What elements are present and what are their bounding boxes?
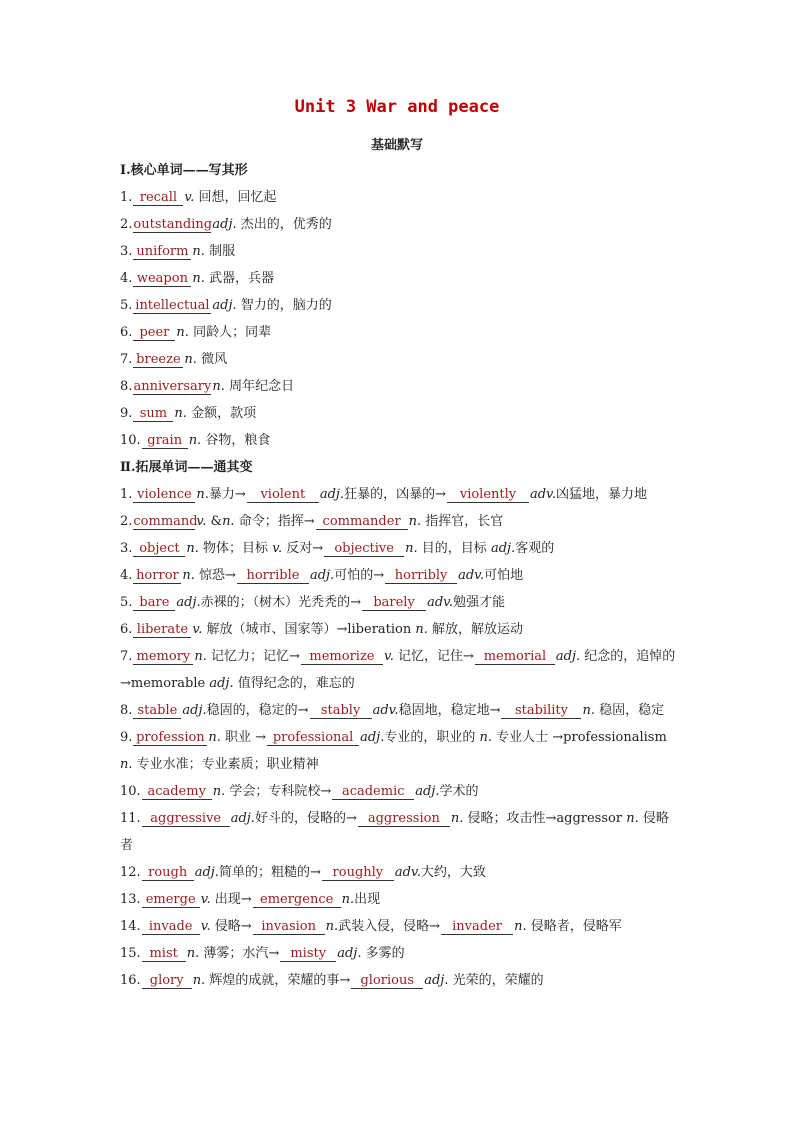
vocab-item (120, 211, 680, 238)
answer-blank[interactable]: academic (332, 784, 414, 800)
part-of-speech: n. (341, 892, 355, 907)
part-of-speech: n. (479, 730, 492, 745)
part-of-speech: adj. (309, 568, 335, 583)
derivation-item (120, 535, 680, 562)
part-of-speech: n. (222, 514, 235, 529)
vocab-item (120, 319, 680, 346)
text-segment: 命令；指挥→ (234, 514, 315, 529)
item-number: 13. (120, 892, 141, 907)
answer-blank[interactable]: horribly (385, 568, 457, 584)
vocab-item (120, 184, 680, 211)
answer-blank[interactable]: object (133, 541, 185, 557)
text-segment: 学术的 (439, 784, 479, 799)
text-segment: 专业水准；专业素质；职业精神 (132, 757, 319, 772)
part-of-speech: adj. (555, 649, 581, 664)
definition: 回想，回忆起 (198, 190, 277, 205)
answer-blank[interactable]: weapon (133, 271, 191, 287)
part-of-speech: n. (212, 784, 226, 799)
item-number: 16. (120, 973, 141, 988)
text-segment: 解放，解放运动 (427, 622, 524, 637)
derivation-item (120, 859, 680, 886)
part-of-speech: adj. (230, 811, 255, 826)
item-number: 15. (120, 946, 141, 961)
part-of-speech: v. (192, 622, 203, 637)
item-number: 7. (120, 352, 133, 367)
text-segment: 记忆，记住→ (393, 649, 474, 664)
answer-blank[interactable]: memory (133, 649, 193, 665)
text-segment: 出现 (354, 892, 381, 907)
answer-blank[interactable]: recall (133, 190, 183, 206)
text-segment: 多雾的 (361, 946, 405, 961)
vocab-item (120, 373, 680, 400)
item-number: 3. (120, 244, 133, 259)
section-2-list (120, 481, 680, 994)
part-of-speech: adj. (212, 217, 237, 232)
part-of-speech: adv. (458, 568, 485, 583)
text-segment: 侵略→ (210, 919, 252, 934)
part-of-speech: n. (174, 406, 187, 421)
answer-blank[interactable]: uniform (133, 244, 191, 260)
answer-blank[interactable]: aggressive (142, 811, 230, 827)
part-of-speech: adv. (529, 487, 556, 502)
text-segment: 解放（城市、国家等）→liberation (202, 622, 416, 637)
vocab-item (120, 265, 680, 292)
text-segment: 指挥官，长官 (421, 514, 504, 529)
text-segment: 纪念的，追悼的→memorable (120, 649, 676, 691)
part-of-speech: adj. (415, 784, 440, 799)
item-number: 2. (120, 514, 133, 529)
answer-blank[interactable]: roughly (322, 865, 394, 881)
part-of-speech: adj. (182, 703, 207, 718)
text-segment: 稳固的，稳定的→ (206, 703, 309, 718)
vocab-item (120, 292, 680, 319)
item-number: 1. (120, 487, 133, 502)
text-segment: 稳固，稳定 (595, 703, 665, 718)
answer-blank[interactable]: stability (501, 703, 581, 719)
derivation-item (120, 643, 680, 697)
text-segment: 狂暴的，凶暴的→ (344, 487, 446, 502)
part-of-speech: n. (120, 757, 133, 772)
answer-blank[interactable]: emergence (253, 892, 341, 908)
part-of-speech: v. (184, 190, 195, 205)
answer-blank[interactable]: academy (142, 784, 212, 800)
text-segment: 职业 → (220, 730, 267, 745)
page-subtitle: 基础默写 (370, 138, 423, 153)
definition: 金额，款项 (191, 406, 257, 421)
text-segment: 武装入侵，侵略→ (338, 919, 441, 934)
derivation-item (120, 562, 680, 589)
part-of-speech: n. (186, 946, 200, 961)
part-of-speech: v. (200, 919, 211, 934)
answer-blank[interactable]: intellectual (135, 298, 210, 313)
answer-blank[interactable]: command (133, 514, 198, 529)
part-of-speech: adj. (319, 487, 345, 502)
item-number: 8. (120, 379, 133, 394)
answer-blank[interactable]: violence (133, 487, 195, 503)
answer-blank[interactable]: stably (310, 703, 372, 719)
part-of-speech: n. (212, 379, 225, 394)
part-of-speech: n. (582, 703, 595, 718)
part-of-speech: n. (184, 352, 197, 367)
text-segment: 侵略者，侵略军 (526, 919, 622, 934)
derivation-item (120, 940, 680, 967)
answer-blank[interactable]: violently (447, 487, 529, 503)
answer-blank[interactable]: memorize (301, 649, 383, 665)
part-of-speech: n. (176, 325, 189, 340)
answer-blank[interactable]: emerge (142, 892, 200, 908)
item-number: 12. (120, 865, 141, 880)
part-of-speech: adj. (337, 946, 362, 961)
text-segment: 物体；目标 (198, 541, 273, 556)
text-segment: 好斗的，侵略的→ (254, 811, 357, 826)
text-segment: 专业人士 →professionalism (492, 730, 667, 745)
answer-blank[interactable]: commander (316, 514, 408, 530)
part-of-speech: v. (383, 649, 394, 664)
derivation-item (120, 616, 680, 643)
item-number: 4. (120, 568, 133, 583)
definition: 周年纪念日 (229, 379, 295, 394)
part-of-speech: n. (192, 271, 205, 286)
definition: 制服 (209, 244, 236, 259)
derivation-item (120, 886, 680, 913)
item-number: 10. (120, 433, 141, 448)
derivation-item (120, 724, 680, 778)
section-1-list (120, 184, 680, 454)
answer-blank[interactable]: breeze (133, 352, 183, 368)
derivation-item (120, 967, 680, 994)
vocab-item (120, 346, 680, 373)
part-of-speech: adv. (372, 703, 399, 718)
part-of-speech: v. (196, 514, 207, 529)
section-2-heading: Ⅱ.拓展单词——通其变 (120, 460, 253, 475)
part-of-speech: n. (194, 649, 207, 664)
answer-blank[interactable]: objective (324, 541, 404, 557)
text-segment: 可怕地 (484, 568, 524, 583)
page-title: Unit 3 War and peace (294, 97, 500, 117)
answer-blank[interactable]: glory (142, 973, 192, 989)
text-segment: 反对→ (282, 541, 324, 556)
part-of-speech: n. (186, 541, 199, 556)
part-of-speech: v. (272, 541, 283, 556)
item-number: 4. (120, 271, 133, 286)
part-of-speech: adv. (394, 865, 421, 880)
item-number: 11. (120, 811, 141, 826)
answer-blank[interactable]: outstanding (133, 217, 213, 232)
answer-blank[interactable]: invader (441, 919, 513, 935)
text-segment: 侵略；攻击性→aggressor (463, 811, 627, 826)
answer-blank[interactable]: stable (133, 703, 181, 719)
item-number: 9. (120, 730, 133, 745)
text-segment: 可怕的→ (334, 568, 385, 583)
answer-blank[interactable]: memorial (475, 649, 555, 665)
answer-blank[interactable]: invade (142, 919, 200, 935)
answer-blank[interactable]: grain (142, 433, 188, 449)
text-segment: 赤裸的；（树木）光秃秃的→ (200, 595, 362, 610)
text-segment: 学会；专科院校→ (225, 784, 332, 799)
part-of-speech: n. (188, 433, 202, 448)
definition: 智力的，脑力的 (240, 298, 332, 313)
item-number: 5. (120, 298, 133, 313)
part-of-speech: n. (182, 568, 195, 583)
answer-blank[interactable]: anniversary (133, 379, 212, 394)
text-segment: 光荣的，荣耀的 (448, 973, 544, 988)
worksheet-content (120, 157, 680, 994)
part-of-speech: n. (408, 514, 422, 529)
section-1-heading: Ⅰ.核心单词——写其形 (120, 163, 248, 178)
item-number: 14. (120, 919, 141, 934)
answer-blank[interactable]: aggression (358, 811, 450, 827)
text-segment: 稳固地，稳定地→ (398, 703, 501, 718)
part-of-speech: n. (196, 487, 209, 502)
item-number: 7. (120, 649, 133, 664)
item-number: 6. (120, 325, 133, 340)
text-segment: 辉煌的成就，荣耀的事→ (205, 973, 351, 988)
item-number: 3. (120, 541, 133, 556)
definition: 杰出的，优秀的 (240, 217, 332, 232)
definition: 微风 (201, 352, 228, 367)
answer-blank[interactable]: rough (142, 865, 194, 881)
vocab-item (120, 427, 680, 454)
part-of-speech: n. (192, 973, 206, 988)
answer-blank[interactable]: violent (247, 487, 319, 503)
part-of-speech: n. (450, 811, 464, 826)
derivation-item (120, 805, 680, 859)
item-number: 1. (120, 190, 133, 205)
answer-blank[interactable]: bare (133, 595, 175, 611)
answer-blank[interactable]: peer (133, 325, 175, 341)
derivation-item (120, 508, 680, 535)
text-segment: 简单的；粗糙的→ (218, 865, 321, 880)
answer-blank[interactable]: glorious (351, 973, 423, 989)
item-number: 6. (120, 622, 133, 637)
text-segment: 侵略者 (120, 811, 669, 853)
answer-blank[interactable]: invasion (253, 919, 325, 935)
part-of-speech: n. (514, 919, 527, 934)
derivation-item (120, 481, 680, 508)
answer-blank[interactable]: profession (133, 730, 207, 746)
part-of-speech: adj. (424, 973, 449, 988)
derivation-item (120, 778, 680, 805)
text-segment: 大约，大致 (420, 865, 486, 880)
item-number: 8. (120, 703, 133, 718)
definition: 同龄人；同辈 (193, 325, 272, 340)
part-of-speech: adj. (360, 730, 385, 745)
text-segment: 暴力→ (208, 487, 246, 502)
answer-blank[interactable]: professional (267, 730, 359, 746)
part-of-speech: n. (415, 622, 428, 637)
part-of-speech: n. (626, 811, 639, 826)
part-of-speech: v. (200, 892, 211, 907)
derivation-item (120, 697, 680, 724)
text-segment: 值得纪念的，难忘的 (233, 676, 355, 691)
derivation-item (120, 589, 680, 616)
answer-blank[interactable]: barely (362, 595, 426, 611)
text-segment: & (206, 514, 223, 529)
definition: 谷物，粮食 (205, 433, 271, 448)
answer-blank[interactable]: horror (133, 568, 181, 584)
text-segment: 薄雾；水汽→ (199, 946, 280, 961)
text-segment: 记忆力；记忆→ (206, 649, 300, 664)
text-segment: 出现→ (210, 892, 252, 907)
part-of-speech: adj. (490, 541, 516, 556)
answer-blank[interactable]: liberate (133, 622, 191, 638)
derivation-item (120, 913, 680, 940)
text-segment: 凶猛地，暴力地 (556, 487, 648, 502)
text-segment: 惊恐→ (194, 568, 236, 583)
part-of-speech: n. (325, 919, 339, 934)
item-number: 5. (120, 595, 133, 610)
item-number: 2. (120, 217, 133, 232)
part-of-speech: adj. (209, 676, 234, 691)
answer-blank[interactable]: horrible (237, 568, 309, 584)
item-number: 10. (120, 784, 141, 799)
item-number: 9. (120, 406, 133, 421)
part-of-speech: adj. (212, 298, 237, 313)
answer-blank[interactable]: sum (133, 406, 173, 422)
text-segment: 专业的，职业的 (384, 730, 480, 745)
vocab-item (120, 238, 680, 265)
part-of-speech: adj. (176, 595, 201, 610)
part-of-speech: adv. (427, 595, 454, 610)
text-segment: 客观的 (515, 541, 555, 556)
vocab-item (120, 400, 680, 427)
text-segment: 目的，目标 (417, 541, 491, 556)
definition: 武器，兵器 (209, 271, 275, 286)
answer-blank[interactable]: mist (142, 946, 186, 962)
answer-blank[interactable]: misty (280, 946, 336, 962)
part-of-speech: n. (405, 541, 418, 556)
text-segment: 勉强才能 (453, 595, 506, 610)
part-of-speech: n. (208, 730, 221, 745)
part-of-speech: adj. (194, 865, 219, 880)
part-of-speech: n. (192, 244, 205, 259)
